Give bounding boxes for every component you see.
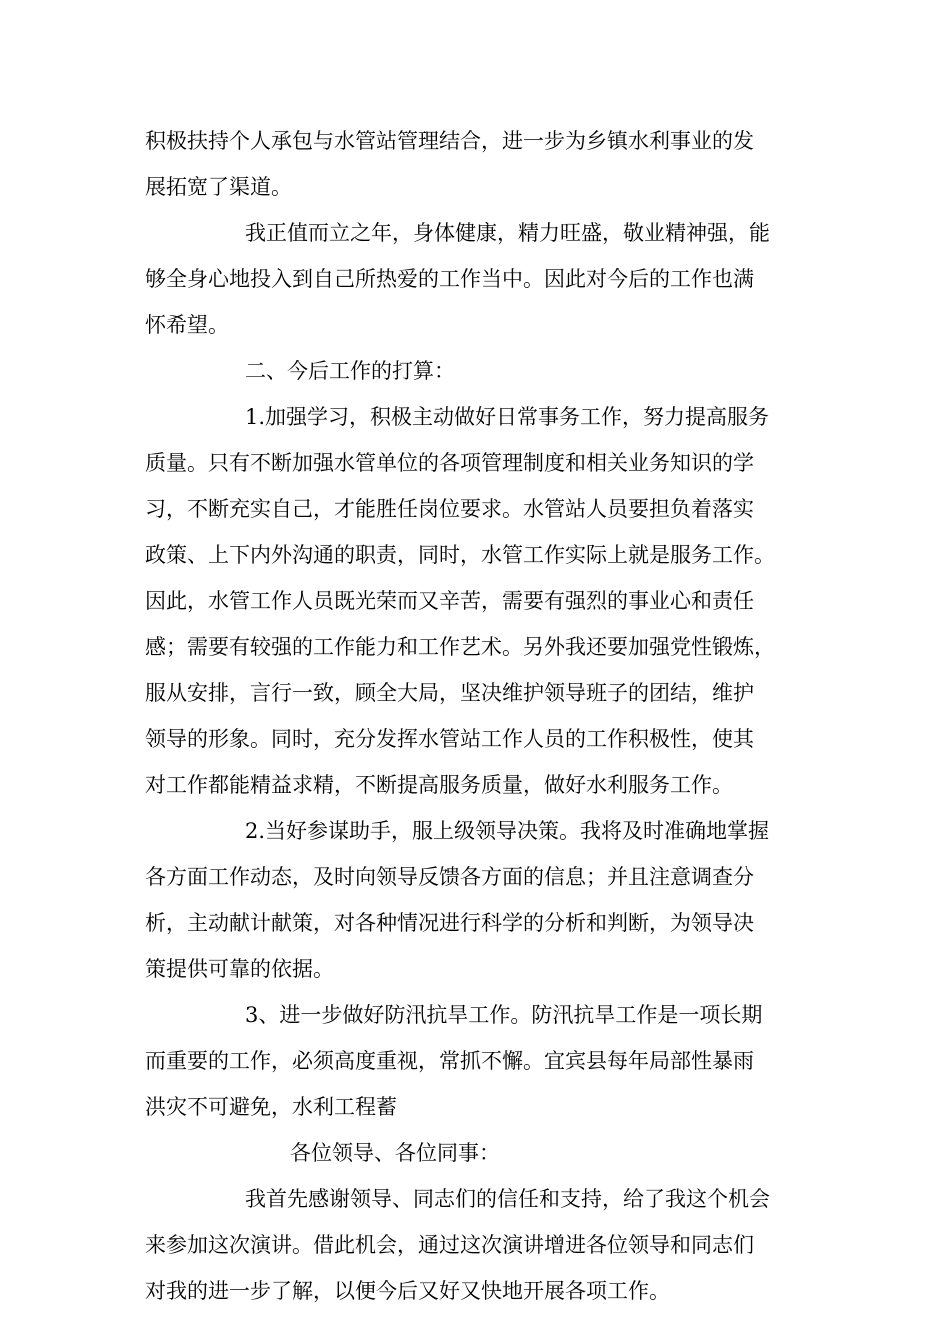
body-text-line: 各方面工作动态，及时向领导反馈各方面的信息；并且注意调查分 <box>145 865 754 889</box>
body-text-line: 1.加强学习，积极主动做好日常事务工作，努力提高服务 <box>245 405 770 429</box>
body-text-line: 3、进一步做好防汛抗旱工作。防汛抗旱工作是一项长期 <box>245 1003 763 1027</box>
body-text-line: 析，主动献计献策，对各种情况进行科学的分析和判断，为领导决 <box>145 911 754 935</box>
body-text-line: 习，不断充实自己，才能胜任岗位要求。水管站人员要担负着落实 <box>145 497 754 521</box>
body-text-line: 来参加这次演讲。借此机会，通过这次演讲增进各位领导和同志们 <box>145 1233 754 1257</box>
body-text-line: 感；需要有较强的工作能力和工作艺术。另外我还要加强党性锻炼， <box>145 635 775 659</box>
body-text-line: 我首先感谢领导、同志们的信任和支持，给了我这个机会 <box>245 1187 770 1211</box>
salutation-line: 各位领导、各位同事： <box>290 1141 500 1165</box>
body-text-line: 而重要的工作，必须高度重视，常抓不懈。宜宾县每年局部性暴雨 <box>145 1049 754 1073</box>
body-text-line: 服从安排，言行一致，顾全大局，坚决维护领导班子的团结，维护 <box>145 681 754 705</box>
body-text-line: 展拓宽了渠道。 <box>145 175 292 199</box>
body-text-line: 2.当好参谋助手，服上级领导决策。我将及时准确地掌握 <box>245 819 770 843</box>
body-text-line: 对工作都能精益求精，不断提高服务质量，做好水利服务工作。 <box>145 773 733 797</box>
body-text-line: 够全身心地投入到自己所热爱的工作当中。因此对今后的工作也满 <box>145 267 754 291</box>
body-text-line: 积极扶持个人承包与水管站管理结合，进一步为乡镇水利事业的发 <box>145 129 754 153</box>
body-text-line: 策提供可靠的依据。 <box>145 957 334 981</box>
body-text-line: 领导的形象。同时，充分发挥水管站工作人员的工作积极性，使其 <box>145 727 754 751</box>
body-text-line: 质量。只有不断加强水管单位的各项管理制度和相关业务知识的学 <box>145 451 754 475</box>
body-text-line: 对我的进一步了解，以便今后又好又快地开展各项工作。 <box>145 1279 670 1303</box>
section-heading: 二、今后工作的打算： <box>245 359 455 383</box>
body-text-line: 我正值而立之年，身体健康，精力旺盛，敬业精神强，能 <box>245 221 770 245</box>
body-text-line: 政策、上下内外沟通的职责，同时，水管工作实际上就是服务工作。 <box>145 543 775 567</box>
body-text-line: 怀希望。 <box>145 313 229 337</box>
body-text-line: 因此，水管工作人员既光荣而又辛苦，需要有强烈的事业心和责任 <box>145 589 754 613</box>
body-text-line: 洪灾不可避免，水利工程蓄 <box>145 1095 397 1119</box>
